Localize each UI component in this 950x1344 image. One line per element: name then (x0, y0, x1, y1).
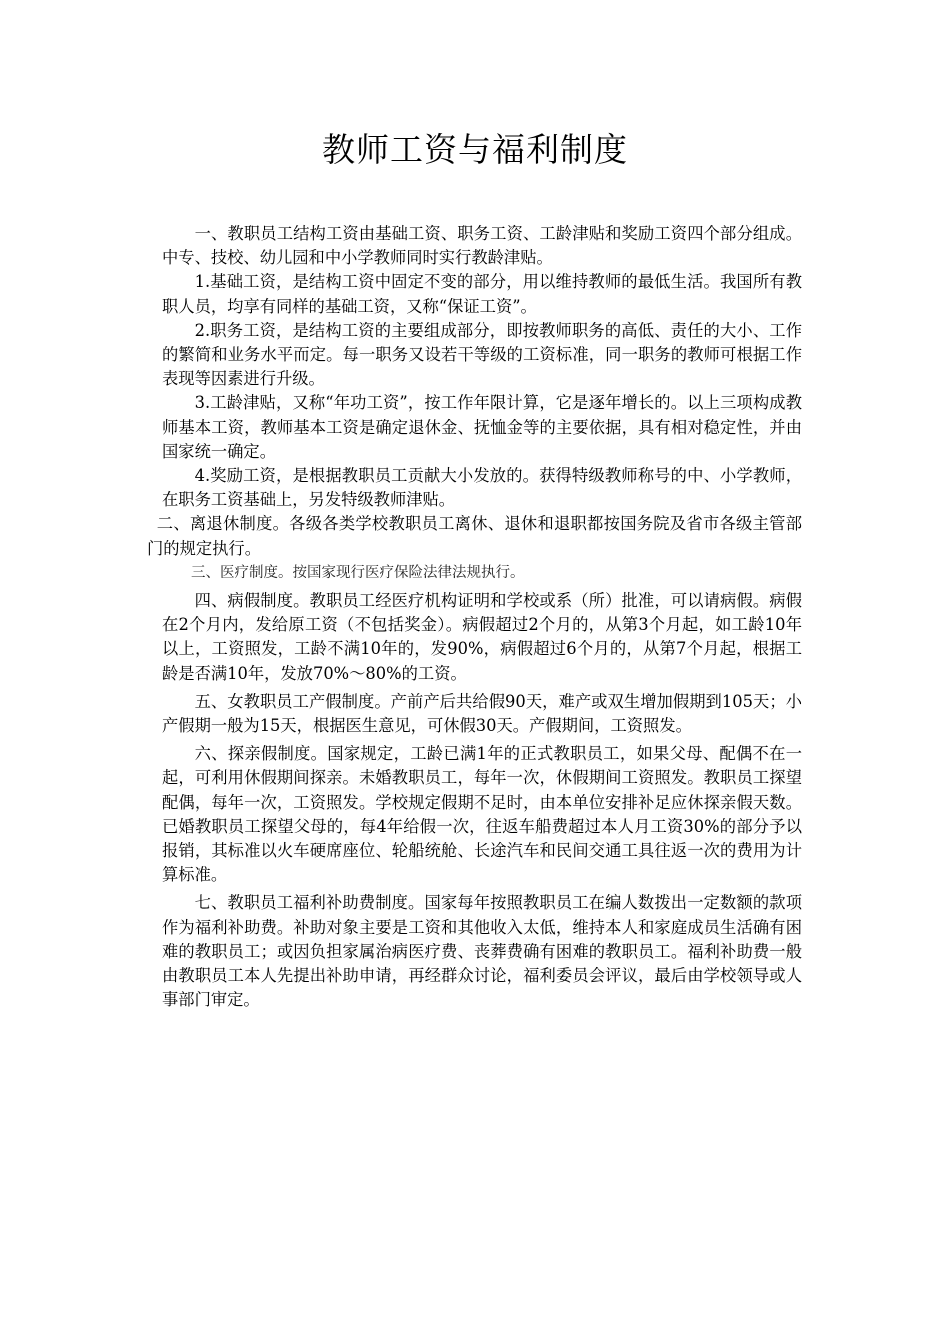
paragraph-bonus-wage: 4.奖励工资，是根据教职员工贡献大小发放的。获得特级教师称号的中、小学教师，在职务工资基础上，另发特级教师津贴。 (162, 466, 802, 510)
paragraph-seniority-allowance: 3.工龄津贴，又称“年功工资”，按工作年限计算，它是逐年增长的。以上三项构成教师基本工资，教师基本工资是确定退休金、抚恤金等的主要依据，具有相对稳定性，并由国家统一确定。 (162, 393, 802, 461)
paragraph-medical: 三、医疗制度。按国家现行医疗保险法律法规执行。 (191, 564, 525, 581)
paragraph-welfare-subsidy: 七、教职员工福利补助费制度。国家每年按照教职员工在编人数拨出一定数额的款项作为福利补助费。补助对象主要是工资和其他收入太低，维持本人和家庭成员生活确有困难的教职员工；或因负担家属治病医疗费、丧葬费确有困难的教职员工。福利补助费一般由教职员工本人先提出补助申请，再经群众讨论，福利委员会评议，最后由学校领导或人事部门审定。 (162, 893, 802, 1010)
paragraph-retirement: 二、离退休制度。各级各类学校教职员工离休、退休和退职都按国务院及省市各级主管部门的规定执行。 (147, 514, 802, 558)
paragraph-sick-leave: 四、病假制度。教职员工经医疗机构证明和学校或系（所）批准，可以请病假。病假在2个月内，发给原工资（不包括奖金）。病假超过2个月的，从第3个月起，如工龄10年以上，工资照发，工龄不满10年的，发90%，病假超过6个月的，从第7个月起，根据工龄是否满10年，发放70%～80%的工资。 (162, 591, 802, 683)
paragraph-base-wage: 1.基础工资，是结构工资中固定不变的部分，用以维持教师的最低生活。我国所有教职人员，均享有同样的基础工资，又称“保证工资”。 (162, 272, 802, 316)
paragraph-maternity-leave: 五、女教职员工产假制度。产前产后共给假90天，难产或双生增加假期到105天；小产假期一般为15天，根据医生意见，可休假30天。产假期间，工资照发。 (162, 691, 802, 736)
paragraph-wage-structure: 一、教职员工结构工资由基础工资、职务工资、工龄津贴和奖励工资四个部分组成。中专、技校、幼儿园和中小学教师同时实行教龄津贴。 (162, 224, 802, 268)
paragraph-family-visit-leave: 六、探亲假制度。国家规定，工龄已满1年的正式教职员工，如果父母、配偶不在一起，可利用休假期间探亲。未婚教职员工，每年一次，休假期间工资照发。教职员工探望配偶，每年一次，工资照发。学校规定假期不足时，由本单位安排补足应休探亲假天数。已婚教职员工探望父母的，每4年给假一次，往返车船费超过本人月工资30%的部分予以报销，其标准以火车硬席座位、轮船统舱、长途汽车和民间交通工具往返一次的费用为计算标准。 (162, 744, 802, 885)
document-title: 教师工资与福利制度 (322, 130, 628, 169)
document-body (147, 222, 802, 1013)
paragraph-position-wage: 2.职务工资，是结构工资的主要组成部分，即按教师职务的高低、责任的大小、工作的繁简和业务水平而定。每一职务又设若干等级的工资标准，同一职务的教师可根据工作表现等因素进行升级。 (162, 320, 802, 389)
